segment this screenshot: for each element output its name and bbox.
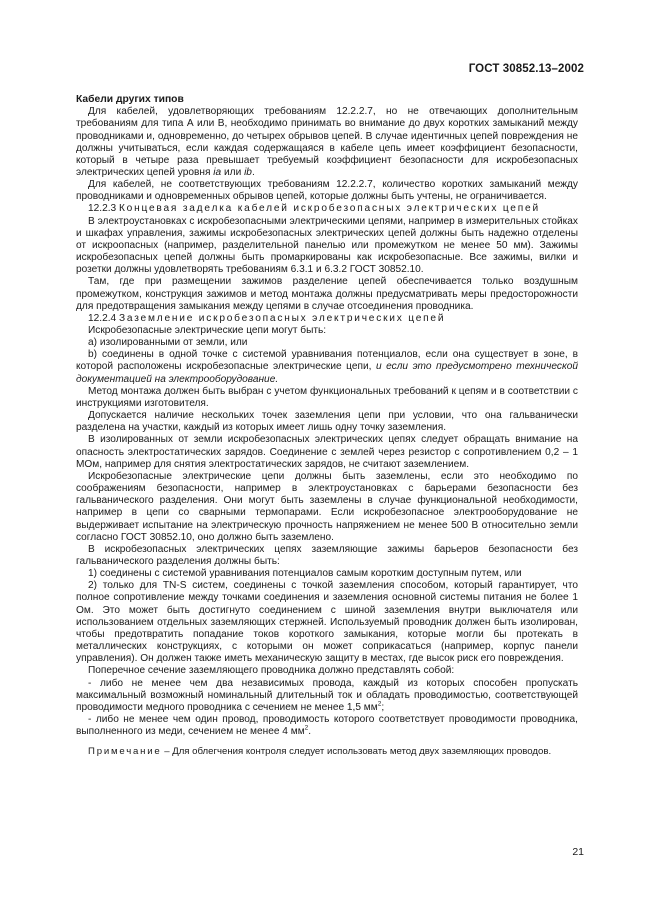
superscript: 2: [304, 724, 309, 732]
note-text: – Для облегчения контроля следует использовать метод двух заземляющих проводов.: [164, 746, 552, 758]
superscript: 2: [377, 700, 382, 708]
list-item-end: .: [308, 726, 312, 738]
paragraph: Искробезопасные электрические цепи должны быть заземлены, если это необходимо по соображениям безопасности, например в электроустановках с барьерами безопасности без гальванического разделения. Они могут быть заземлены в случае функциональной необходимости, например в цепи со сварными термопарами. Если искробезопасное электрооборудование не выдерживает испытание на электрическую прочность напряжением не менее 500 В относительно земли согласно ГОСТ 30852.10, оно должно быть заземлено.: [76, 470, 578, 543]
paragraph-end: .: [251, 166, 255, 178]
list-item-text: b) соединены в одной точке с системой уравнивания потенциалов, если она существует в зоне, в которой расположены искробезопасные электрические цепи,: [76, 349, 578, 373]
clause-heading-12-2-3: [76, 203, 578, 215]
paragraph-text: Для кабелей, удовлетворяющих требованиям 12.2.2.7, но не отвечающих дополнительным требованиям для типа А или В, необходимо принимать во внимание до двух коротких замыканий между проводниками и, одновременно, до четырех обрывов цепей. В случае идентичных цепей повреждения не должны учитываться, если каждая содержащаяся в кабеле цепь имеет коэффициент безопасности, который в четыре раза превышает требуемый коэффициент безопасности для искробезопасных электрических цепей уровня: [76, 106, 578, 178]
list-item: 2) только для TN-S систем, соединены с точкой заземления способом, который гарантирует, что полное сопротивление между точками соединения и заземления основной системы питания не более 1 Ом. Это может быть достигнуто соединением с шиной заземления внутри выключателя или использованием отдельных заземляющих стержней. Используемый проводник должен быть изолирован, чтобы предотвратить попадание токов короткого замыкания, которые могли бы протекать в металлических конструкциях, с которыми он может соприкасаться (например, корпус панели управления). Он должен также иметь механическую защиту в местах, где высок риск его повреждения.: [76, 580, 578, 665]
section-title: Кабели других типов: [76, 94, 184, 105]
clause-number: 12.2.3: [88, 203, 117, 215]
paragraph: В изолированных от земли искробезопасных электрических цепях следует обращать внимание на опасность электростатических зарядов. Соединение с землей через резистор с сопротивлением 0,2 – 1 МОм, например для снятия электростатических зарядов, не считают заземлением.: [76, 434, 578, 470]
list-item: [76, 349, 578, 385]
paragraph: Для кабелей, не соответствующих требованиям 12.2.2.7, количество коротких замыканий между проводниками и одновременных обрывов цепей, которые должны быть учтены, не ограничивается.: [76, 179, 578, 203]
note: [76, 746, 578, 758]
list-item-text: - либо не менее чем два независимых провода, каждый из которых способен пропускать максимальный возможный номинальный длительный ток и обладать проводимостью, соответствующей проводимости медного проводника с сечением не менее 1,5 мм: [76, 677, 578, 713]
paragraph: Искробезопасные электрические цепи могут быть:: [88, 325, 327, 337]
paragraph: В электроустановках с искробезопасными электрическими цепями, например в измерительных стойках и шкафах управления, зажимы искробезопасных электрических цепей должны быть надежно отделены от искроопасных (например, разделительной панелью или промежутком не менее 50 мм). Зажимы искробезопасных цепей должны быть промаркированы как искробезопасные. Все зажимы, вилки и розетки должны удовлетворять требованиям 6.3.1 и 6.3.2 ГОСТ 30852.10.: [76, 215, 578, 276]
list-item: 1) соединены с системой уравнивания потенциалов самым коротким доступным путем, или: [88, 568, 522, 580]
clause-heading-12-2-4: [76, 313, 578, 325]
clause-title: Заземление искробезопасных электрических цепей: [118, 312, 446, 324]
list-item-end: ;: [381, 701, 385, 713]
paragraph: Допускается наличие нескольких точек заземления цепи при условии, что она гальванически разделена на участки, каждый из которых имеет лишь одну точку заземления.: [76, 410, 578, 434]
list-item: [76, 714, 578, 738]
paragraph: Там, где при размещении зажимов разделение цепей обеспечивается только воздушным промежутком, конструкция зажимов и метод монтажа должны предусматривать меры предосторожности для предотвращения замыкания между цепями в случае отсоединения проводника.: [76, 276, 578, 312]
clause-title: Концевая заделка кабелей искробезопасных электрических цепей: [118, 203, 540, 215]
level-ib: ib: [244, 166, 252, 178]
list-item: [76, 678, 578, 714]
paragraph: Поперечное сечение заземляющего проводника должно представлять собой:: [88, 665, 455, 677]
note-label: Примечание: [88, 746, 162, 758]
page-number: 21: [572, 846, 584, 858]
list-item: а) изолированными от земли, или: [88, 337, 248, 349]
paragraph: [76, 106, 578, 179]
italic-text: и если это предусмотрено технической документацией на электрооборудование.: [76, 361, 578, 385]
or-text: или: [224, 166, 242, 178]
standard-header: ГОСТ 30852.13–2002: [468, 63, 584, 75]
level-ia: ia: [213, 166, 222, 178]
paragraph: В искробезопасных электрических цепях заземляющие зажимы барьеров безопасности без гальванического разделения должны быть:: [76, 543, 578, 567]
clause-number: 12.2.4: [88, 312, 117, 324]
page-body: [76, 94, 578, 758]
paragraph: Метод монтажа должен быть выбран с учетом функциональных требований к цепям и в соответствии с инструкциями изготовителя.: [76, 385, 578, 409]
list-item-text: - либо не менее чем один провод, проводимость которого соответствует проводимости проводника, выполненного из меди, сечением не менее 4 мм: [76, 714, 578, 738]
